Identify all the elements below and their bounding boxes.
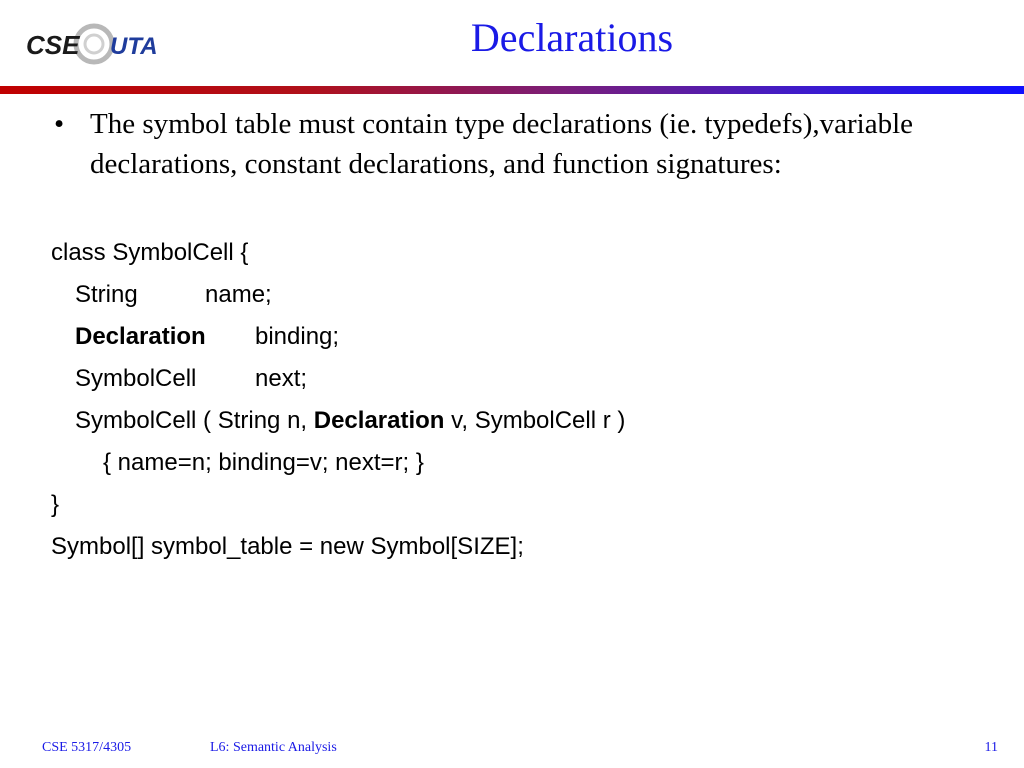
footer-lecture: L6: Semantic Analysis — [210, 740, 337, 755]
code-class-decl: class SymbolCell { — [51, 239, 249, 266]
code-constructor-part1: SymbolCell ( String n, — [75, 407, 314, 434]
logo-text-cse: CSE — [26, 30, 80, 60]
code-line-class — [51, 232, 625, 274]
code-table-decl: Symbol[] symbol_table = new Symbol[SIZE]; — [51, 533, 524, 560]
code-line-close-brace — [51, 484, 625, 526]
code-block — [51, 232, 625, 568]
footer-course: CSE 5317/4305 — [42, 740, 132, 755]
bullet-item — [54, 104, 954, 184]
code-close-brace: } — [51, 491, 60, 518]
title-divider — [0, 86, 1024, 94]
code-constructor-part2: v, SymbolCell r ) — [444, 407, 626, 434]
code-field-type-bold: Declaration — [75, 323, 206, 350]
bullet-list — [54, 104, 954, 184]
code-line-name-field — [51, 274, 625, 316]
code-line-next-field — [51, 358, 625, 400]
bullet-text: The symbol table must contain type declarations (ie. typedefs),variable declarations, constant declarations, and function signatures: — [90, 108, 914, 180]
bullet-marker: • — [54, 108, 65, 140]
logo-text-uta: UTA — [110, 33, 158, 60]
code-line-binding-field — [51, 316, 625, 358]
code-constructor-body: { name=n; binding=v; next=r; } — [103, 449, 424, 476]
code-field-name: next; — [255, 365, 308, 392]
code-field-type: String — [75, 281, 138, 308]
code-line-constructor — [51, 400, 625, 442]
code-field-name: name; — [205, 281, 272, 308]
code-line-constructor-body — [51, 442, 625, 484]
code-field-name: binding; — [255, 323, 340, 350]
footer-page-number: 11 — [984, 740, 998, 755]
code-field-type: SymbolCell — [75, 365, 197, 392]
code-line-table-decl — [51, 526, 625, 568]
code-constructor-keyword: Declaration — [313, 407, 445, 434]
slide-title: Declarations — [470, 15, 674, 60]
